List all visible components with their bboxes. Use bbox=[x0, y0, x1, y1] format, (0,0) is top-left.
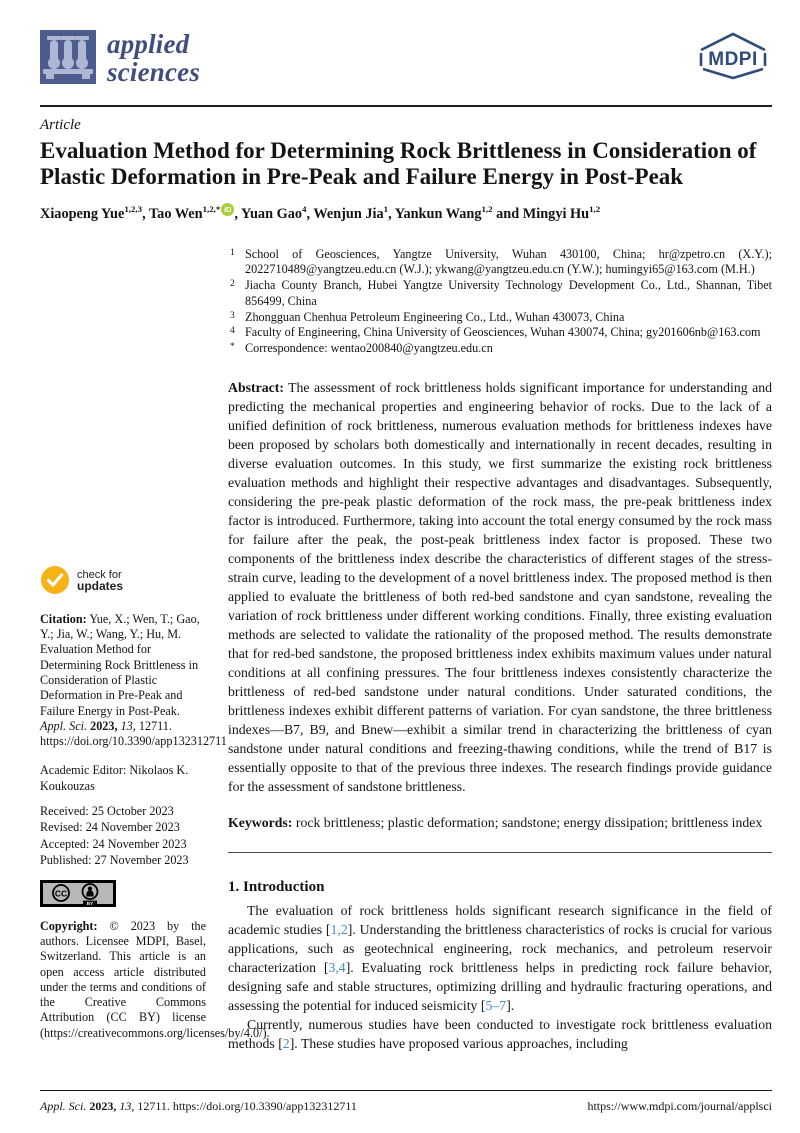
keywords-section bbox=[228, 813, 772, 832]
citation-label: Citation: bbox=[40, 611, 87, 626]
introduction-paragraph-1: The evaluation of rock brittleness holds significant research significance in the field of academic studies [1,2]. Understanding the brittleness characteristics of rocks is crucial for various applications, such as geotechnical engineering, rock mechanics, and petroleum reservoir characterization [3,4]. Evaluating rock brittleness helps in predicting rock failure behavior, designing safe and stable structures, optimizing drilling and hydraulic fracturing operations, and assessing the potential for induced seismicity [5–7]. bbox=[228, 902, 772, 1013]
article-main-column bbox=[228, 247, 772, 1053]
affiliation-item: 1 School of Geosciences, Yangtze University, Wuhan 430100, China; hr@zpetro.cn (X.Y.); 2022710489@yangtzeu.edu.cn (W.J.); ykwang@yangtzeu.edu.cn (Y.W.); humingyi65@163.com (M.H.) bbox=[230, 246, 772, 277]
mdpi-logo[interactable] bbox=[694, 30, 772, 85]
orcid-icon[interactable]: iD bbox=[221, 203, 234, 216]
author[interactable]: Tao Wen bbox=[148, 205, 203, 222]
keywords-divider bbox=[228, 852, 772, 853]
affiliation-item: 2 Jiacha County Branch, Hubei Yangtze University Technology Development Co., Ltd., Shannan, Tibet 856499, China bbox=[230, 278, 772, 308]
author[interactable]: Mingyi Hu bbox=[522, 205, 590, 222]
citation-ref[interactable]: 1,2 bbox=[330, 921, 348, 937]
footer-citation: Appl. Sci. 2023, 13, 12711. https://doi.org/10.3390/app132312711 bbox=[40, 1099, 357, 1113]
keywords-label: Keywords: bbox=[228, 814, 293, 830]
copyright-label: Copyright: bbox=[40, 918, 98, 933]
author[interactable]: Yuan Gao bbox=[240, 205, 303, 222]
cc-by-license-badge[interactable] bbox=[40, 880, 206, 911]
check-icon bbox=[40, 565, 70, 599]
affiliation-item: 4 Faculty of Engineering, China University of Geosciences, Wuhan 430074, China; gy201606nb@163.com bbox=[230, 325, 761, 340]
author-line: Xiaopeng Yue$^{1,2,3}$, Tao Wen$^{1,2,*}$ iD , Yuan Gao$^4$, Wenjun Jia$^1$, Yankun Wang$^{1,2}$ and Mingyi Hu$^{1,2}$ bbox=[40, 204, 601, 222]
affiliations-list bbox=[228, 247, 772, 357]
citation-ref[interactable]: 2 bbox=[282, 1035, 290, 1051]
citation-ref[interactable]: 5–7 bbox=[485, 997, 507, 1013]
page-header bbox=[40, 30, 772, 89]
revised-date: Revised: 24 November 2023 bbox=[40, 820, 180, 835]
accepted-date: Accepted: 24 November 2023 bbox=[40, 836, 187, 851]
introduction-paragraph-2: Currently, numerous studies have been conducted to investigate rock brittleness evaluation methods [2]. These studies have proposed various approaches, including bbox=[228, 1016, 772, 1051]
author[interactable]: Xiaopeng Yue bbox=[40, 205, 125, 222]
introduction-heading: 1. Introduction bbox=[228, 878, 325, 895]
check-for-updates-label: check for updates bbox=[77, 568, 124, 594]
article-title: Evaluation Method for Determining Rock Brittleness in Consideration of Plastic Deformation in Pre-Peak and Failure Energy in Post-Peak bbox=[40, 138, 757, 189]
keywords-text: rock brittleness; plastic deformation; sandstone; energy dissipation; brittleness index bbox=[295, 814, 763, 830]
page-footer bbox=[40, 1090, 772, 1114]
svg-text:MDPI: MDPI bbox=[708, 49, 758, 70]
copyright-text: © 2023 by the authors. Licensee MDPI, Basel, Switzerland. This article is an open access article distributed under the terms and conditions of the Creative Commons Attribution (CC BY) license (https://creativecommons.org/licenses/by/4.0/). bbox=[40, 918, 270, 1040]
footer-journal-url[interactable]: https://www.mdpi.com/journal/applsci bbox=[587, 1099, 772, 1113]
published-date: Published: 27 November 2023 bbox=[40, 853, 189, 868]
check-for-updates-badge[interactable] bbox=[40, 565, 206, 599]
received-date: Received: 25 October 2023 bbox=[40, 804, 174, 819]
abstract-label: Abstract: bbox=[228, 379, 284, 395]
author[interactable]: Wenjun Jia bbox=[313, 205, 384, 222]
article-type-label: Article bbox=[40, 117, 81, 133]
applied-sciences-logo-icon bbox=[40, 30, 96, 89]
abstract-section bbox=[228, 378, 772, 796]
copyright-block bbox=[40, 918, 270, 1041]
footer-doi-link[interactable]: https://doi.org/10.3390/app132312711 bbox=[172, 1099, 357, 1113]
academic-editor-label: Academic Editor: bbox=[40, 763, 127, 778]
correspondence-item: * Correspondence: wentao200840@yangtzeu.edu.cn bbox=[230, 340, 493, 355]
svg-text:BY: BY bbox=[86, 900, 94, 906]
journal-brand[interactable] bbox=[40, 30, 200, 89]
article-history-dates bbox=[40, 803, 206, 869]
journal-name: applied sciences bbox=[107, 29, 201, 87]
citation-ref[interactable]: 3,4 bbox=[328, 959, 346, 975]
author[interactable]: Yankun Wang bbox=[394, 205, 482, 222]
citation-text: Yue, X.; Wen, T.; Gao, Y.; Jia, W.; Wang, Y.; Hu, M. Evaluation Method for Determining Rock Brittleness in Consideration of Plastic Deformation in Pre-Peak and Failure Energy in Post-Peak. bbox=[40, 611, 200, 718]
citation-doi-link[interactable]: https://doi.org/10.3390/app132312711 bbox=[40, 734, 227, 749]
header-divider bbox=[40, 105, 772, 107]
footer-divider bbox=[40, 1090, 772, 1091]
svg-text:CC: CC bbox=[54, 887, 68, 898]
citation-block: Citation: Yue, X.; Wen, T.; Gao, Y.; Jia, W.; Wang, Y.; Hu, M. Evaluation Method for Determining Rock Brittleness in Consideration of Plastic Deformation in Pre-Peak and Failure Energy in Post-Peak. Appl. Sci. 2023, 13, 12711. https://doi.org/10.3390/app132312711 bbox=[40, 611, 227, 749]
academic-editor-block bbox=[40, 763, 206, 794]
abstract-text: The assessment of rock brittleness holds significant importance for understanding and predicting the mechanical properties and engineering behavior of rocks. Due to the lack of a unified definition of rock brittleness, numerous evaluation methods for brittleness indexes have been proposed by scholars both domestically and internationally in recent decades, resulting in diverse evaluation outcomes. In this study, we first summarize the existing rock brittleness evaluation methods and highlight their respective advantages and disadvantages. Subsequently, considering the pre-peak plastic deformation of the rock mass, the pre-peak brittleness index factor is introduced. Furthermore, taking into account the total energy consumed by the rock mass for failure after the peak, the post-peak brittleness index factor is proposed. These two components of the brittleness index describe the characteristics of different stages of the stress-strain curve, leading to the development of a novel brittleness index. The proposed method is then applied to evaluate the brittleness of both red-bed sandstone and cyan sandstone, revealing the variation of rock brittleness under different working conditions. Finally, three existing evaluation methods are selected to validate the rationality of the proposed method. The results demonstrate that for red-bed sandstone, the proposed brittleness index exhibits maximum values under natural conditions at all confining pressures. The four brittleness indexes consistently characterize the brittleness of red-bed sandstone under natural conditions. Under saturated conditions, the brittleness indexes exhibit different patterns of variation. For cyan sandstone, the three brittleness indexes—B7, B9, and Bnew—exhibit a similar trend in characterizing the brittleness of cyan sandstone under natural conditions and freezing-thawing conditions, while the trend of B17 is essentially opposite to that of the previous three indexes. The research findings provide guidance for the assessment of sandstone brittleness. bbox=[228, 379, 772, 794]
academic-editor-name: Nikolaos K. Koukouzas bbox=[40, 763, 189, 793]
affiliation-item: 3 Zhongguan Chenhua Petroleum Engineering Co., Ltd., Wuhan 430073, China bbox=[230, 309, 625, 324]
